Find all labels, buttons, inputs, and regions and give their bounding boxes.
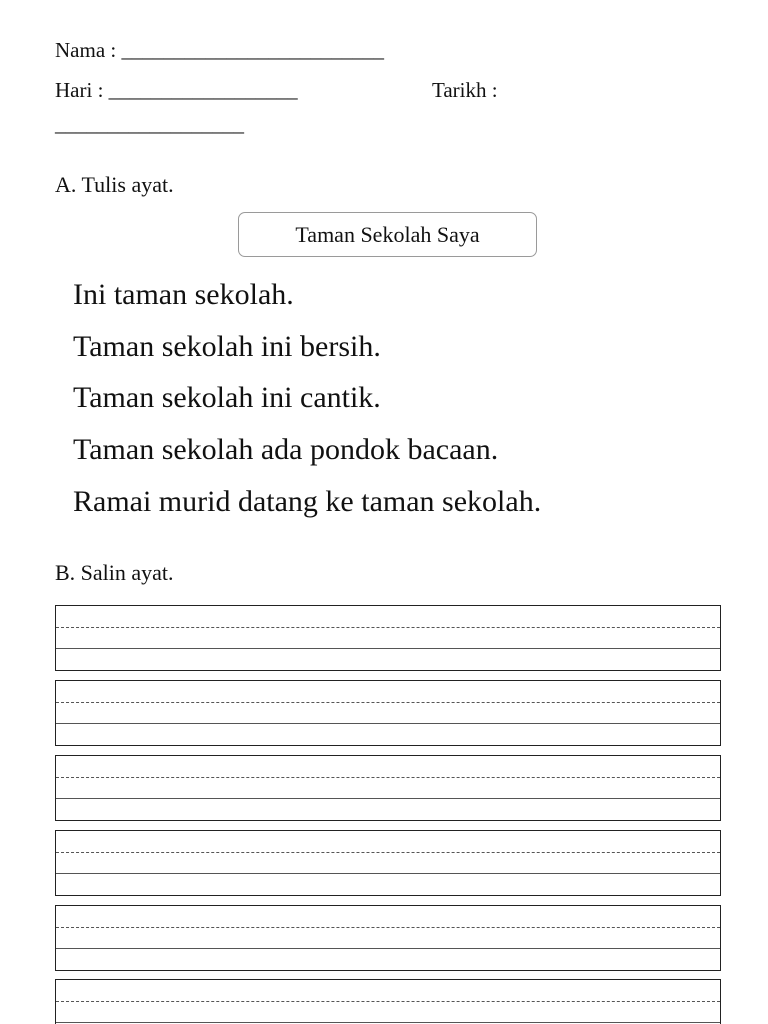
- sentence-3: Taman sekolah ini cantik.: [73, 381, 381, 414]
- passage-title-box: [238, 212, 537, 257]
- tarikh-label: Tarikh :: [432, 78, 498, 102]
- sentence-5: Ramai murid datang ke taman sekolah.: [73, 485, 542, 518]
- writing-box-5[interactable]: [55, 905, 721, 971]
- writing-guide-baseline: [56, 798, 720, 799]
- sentence-2: Taman sekolah ini bersih.: [73, 330, 381, 363]
- passage-title: Taman Sekolah Saya: [295, 221, 480, 247]
- writing-box-6[interactable]: [55, 979, 721, 1024]
- nama-blank: _________________________: [121, 38, 384, 62]
- writing-box-1[interactable]: [55, 605, 721, 671]
- tarikh-blank: __________________: [55, 112, 244, 136]
- section-b-instruction: B. Salin ayat.: [55, 560, 174, 585]
- nama-row: [55, 38, 384, 63]
- writing-guide-dashed: [56, 1001, 720, 1002]
- hari-row: [55, 78, 298, 103]
- writing-guide-baseline: [56, 648, 720, 649]
- writing-box-3[interactable]: [55, 755, 721, 821]
- writing-box-2[interactable]: [55, 680, 721, 746]
- writing-box-4[interactable]: [55, 830, 721, 896]
- hari-blank: __________________: [108, 78, 298, 102]
- sentence-1: Ini taman sekolah.: [73, 278, 294, 311]
- writing-guide-dashed: [56, 852, 720, 853]
- writing-guide-baseline: [56, 1022, 720, 1023]
- writing-guide-dashed: [56, 702, 720, 703]
- writing-guide-baseline: [56, 948, 720, 949]
- writing-guide-baseline: [56, 723, 720, 724]
- nama-label: Nama :: [55, 38, 117, 62]
- writing-guide-dashed: [56, 627, 720, 628]
- section-a-instruction: A. Tulis ayat.: [55, 172, 174, 197]
- sentence-4: Taman sekolah ada pondok bacaan.: [73, 433, 499, 466]
- hari-label: Hari :: [55, 78, 104, 102]
- writing-guide-dashed: [56, 777, 720, 778]
- writing-guide-baseline: [56, 873, 720, 874]
- writing-guide-dashed: [56, 927, 720, 928]
